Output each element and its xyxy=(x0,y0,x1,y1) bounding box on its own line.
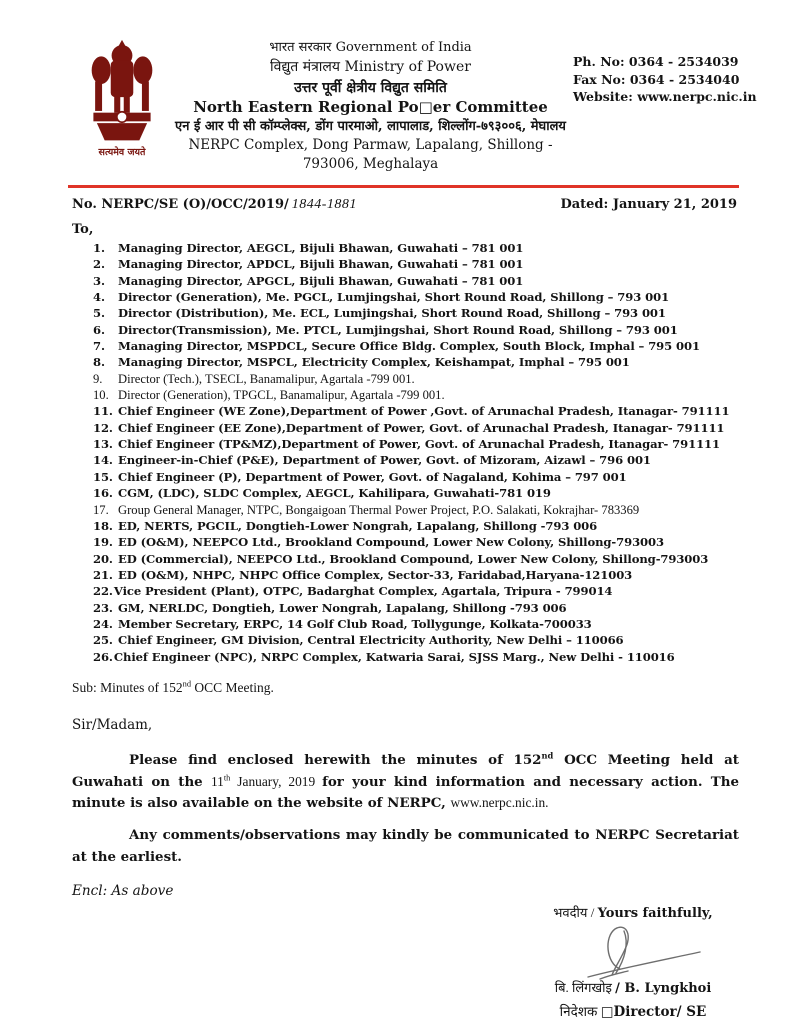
recipient-number: 5. xyxy=(93,306,105,321)
letterhead-title-block xyxy=(168,36,573,174)
recipient-item xyxy=(93,567,751,583)
recipient-text: Managing Director, APGCL, Bijuli Bhawan, Guwahati – 781 001 xyxy=(118,273,524,288)
greeting: Sir/Madam, xyxy=(72,716,153,733)
recipient-number: 3. xyxy=(93,273,105,288)
subject-line: Sub: Minutes of 152nd OCC Meeting. xyxy=(72,679,274,695)
recipient-item xyxy=(93,583,751,599)
recipient-item xyxy=(93,338,751,354)
website-url: Website: www.nerpc.nic.in xyxy=(573,89,757,104)
recipient-number: 23. xyxy=(93,600,113,615)
recipient-number: 20. xyxy=(93,551,113,566)
recipient-text: Chief Engineer (EE Zone),Department of Power, Govt. of Arunachal Pradesh, Itanagar- 791111 xyxy=(118,420,725,435)
signatory-name xyxy=(515,977,751,1000)
recipient-list xyxy=(93,240,751,665)
recipient-text: ED (O&M), NHPC, NHPC Office Complex, Sector-33, Faridabad,Haryana-121003 xyxy=(118,567,633,582)
recipient-text: Chief Engineer (WE Zone),Department of Power ,Govt. of Arunachal Pradesh, Itanagar- 791111 xyxy=(118,404,730,419)
recipient-item xyxy=(93,534,751,550)
recipient-item xyxy=(93,452,751,468)
recipient-item xyxy=(93,403,751,419)
recipient-item xyxy=(93,420,751,436)
body-paragraph-1: Please find enclosed herewith the minutes of 152nd OCC Meeting held at Guwahati on the 11th January, 2019 for your kind information and necessary action. The minute is also available on the website of NERPC, www.nerpc.nic.in. xyxy=(72,750,739,812)
recipient-number: 12. xyxy=(93,420,113,435)
recipient-number: 15. xyxy=(93,469,113,484)
govt-of-india-line: भारत सरकार Government of India xyxy=(269,40,472,55)
recipient-text: Chief Engineer (TP&MZ),Department of Power, Govt. of Arunachal Pradesh, Itanagar- 791111 xyxy=(118,437,720,452)
emblem-column xyxy=(76,36,168,174)
letter-date: Dated: January 21, 2019 xyxy=(560,197,737,212)
recipient-number: 13. xyxy=(93,437,113,452)
recipient-text: Director (Distribution), Me. ECL, Lumjingshai, Short Round Road, Shillong – 793 001 xyxy=(118,306,666,321)
recipient-item xyxy=(93,256,751,272)
recipient-item xyxy=(93,240,751,256)
ministry-of-power-line: विद्युत मंत्रालय Ministry of Power xyxy=(270,59,471,75)
committee-name-english: North Eastern Regional Po□er Committee xyxy=(193,98,548,116)
closing-english: Yours faithfully, xyxy=(597,906,713,922)
emblem-caption: सत्यमेव जयते xyxy=(98,147,146,158)
phone-number: Ph. No: 0364 - 2534039 xyxy=(573,54,739,69)
recipient-number: 16. xyxy=(93,486,113,501)
recipient-item xyxy=(93,600,751,616)
closing-hindi: भवदीय / xyxy=(553,905,598,921)
recipient-item xyxy=(93,502,751,518)
recipient-text: Chief Engineer (P), Department of Power, Govt. of Nagaland, Kohima – 797 001 xyxy=(118,469,627,484)
signature-block xyxy=(515,903,751,1024)
recipient-number: 19. xyxy=(93,535,113,550)
recipient-number: 11. xyxy=(93,404,113,419)
signature-scribble-icon xyxy=(515,921,751,983)
contact-block xyxy=(573,36,755,174)
recipient-number: 7. xyxy=(93,339,105,354)
recipient-item xyxy=(93,371,751,387)
recipient-number: 18. xyxy=(93,518,113,533)
recipient-text: Director (Generation), Me. PGCL, Lumjingshai, Short Round Road, Shillong – 793 001 xyxy=(118,290,670,305)
body-paragraph-2: Any comments/observations may kindly be communicated to NERPC Secretariat at the earliest. xyxy=(72,827,739,865)
recipient-item xyxy=(93,649,751,665)
recipient-item xyxy=(93,436,751,452)
recipient-text: CGM, (LDC), SLDC Complex, AEGCL, Kahilipara, Guwahati-781 019 xyxy=(118,486,551,501)
recipient-item xyxy=(93,305,751,321)
recipient-number: 4. xyxy=(93,290,105,305)
recipient-number: 1. xyxy=(93,241,105,255)
recipient-text: Engineer-in-Chief (P&E), Department of Power, Govt. of Mizoram, Aizawl – 796 001 xyxy=(118,453,651,468)
india-emblem-icon xyxy=(76,38,168,144)
recipient-item xyxy=(93,485,751,501)
recipient-item xyxy=(93,632,751,648)
signatory-name-hindi: बि. लिंगखोइ xyxy=(554,980,616,996)
recipient-number: 21. xyxy=(93,567,113,582)
committee-name-hindi: उत्तर पूर्वी क्षेत्रीय विद्युत समिति xyxy=(294,80,447,96)
signatory-title-hindi: निदेशक xyxy=(559,1004,601,1020)
recipient-number: 6. xyxy=(93,322,105,337)
recipient-item xyxy=(93,518,751,534)
recipient-number: 2. xyxy=(93,257,105,272)
recipient-text: ED (O&M), NEEPCO Ltd., Brookland Compound, Lower New Colony, Shillong-793003 xyxy=(118,535,664,550)
to-label: To, xyxy=(72,222,94,237)
recipient-text: ED, NERTS, PGCIL, Dongtieh-Lower Nongrah, Lapalang, Shillong -793 006 xyxy=(118,518,598,533)
recipient-text: Managing Director, MSPDCL, Secure Office Bldg. Complex, South Block, Imphal – 795 001 xyxy=(118,339,700,354)
signatory-name-english: / B. Lyngkhoi xyxy=(615,981,712,997)
recipient-text: Director (Generation), TPGCL, Banamalipur, Agartala -799 001. xyxy=(118,388,445,403)
recipient-number: 10. xyxy=(93,388,109,403)
recipient-item xyxy=(93,387,751,403)
recipient-item xyxy=(93,354,751,370)
recipient-text: Member Secretary, ERPC, 14 Golf Club Road, Tollygunge, Kolkata-700033 xyxy=(118,616,592,631)
recipient-text: Managing Director, AEGCL, Bijuli Bhawan, Guwahati – 781 001 xyxy=(118,241,524,255)
recipient-text: Managing Director, MSPCL, Electricity Complex, Keishampat, Imphal – 795 001 xyxy=(118,355,630,370)
recipient-text: Managing Director, APDCL, Bijuli Bhawan, Guwahati – 781 001 xyxy=(118,257,524,272)
reference-number-value: 1844-1881 xyxy=(291,197,357,212)
recipient-text: ED (Commercial), NEEPCO Ltd., Brookland Compound, Lower New Colony, Shillong-793003 xyxy=(118,551,709,566)
closing-valediction xyxy=(515,903,751,921)
letterhead xyxy=(0,0,791,174)
recipient-number: 9. xyxy=(93,371,103,386)
recipient-item xyxy=(93,551,751,567)
recipient-text: Chief Engineer, GM Division, Central Electricity Authority, New Delhi – 110066 xyxy=(118,633,624,648)
recipient-number: 22. xyxy=(93,584,113,599)
recipient-item xyxy=(93,616,751,632)
recipient-text: Group General Manager, NTPC, Bongaigoan Thermal Power Project, P.O. Salakati, Kokrajhar- 783369 xyxy=(118,502,640,517)
address-hindi: एन ई आर पी सी कॉम्प्लेक्स, डोंग पारमाओ, लापालाड, शिल्लोंग-७९३००६, मेघालय xyxy=(175,119,566,134)
signatory-title xyxy=(515,1000,751,1024)
fax-number: Fax No: 0364 - 2534040 xyxy=(573,71,740,87)
recipient-text: Director(Transmission), Me. PTCL, Lumjingshai, Short Round Road, Shillong – 793 001 xyxy=(118,322,678,337)
recipient-number: 26. xyxy=(93,649,113,664)
recipient-number: 25. xyxy=(93,633,113,648)
recipient-number: 8. xyxy=(93,355,105,370)
recipient-text: GM, NERLDC, Dongtieh, Lower Nongrah, Lapalang, Shillong -793 006 xyxy=(118,600,567,615)
reference-row xyxy=(72,197,737,213)
recipient-number: 24. xyxy=(93,616,113,631)
signatory-title-english: □Director/ SE xyxy=(600,1004,707,1021)
recipient-item xyxy=(93,273,751,289)
header-divider-rule xyxy=(68,185,739,188)
recipient-item xyxy=(93,469,751,485)
reference-number xyxy=(72,197,357,213)
recipient-item xyxy=(93,322,751,338)
reference-number-label: No. NERPC/SE (O)/OCC/2019/ xyxy=(72,197,289,212)
recipient-text: Chief Engineer (NPC), NRPC Complex, Katwaria Sarai, SJSS Marg., New Delhi - 110016 xyxy=(113,649,675,664)
recipient-number: 14. xyxy=(93,453,113,468)
recipient-item xyxy=(93,289,751,305)
address-english: NERPC Complex, Dong Parmaw, Lapalang, Shillong - 793006, Meghalaya xyxy=(188,137,553,172)
recipient-text: Director (Tech.), TSECL, Banamalipur, Agartala -799 001. xyxy=(118,371,415,386)
enclosure-note: Encl: As above xyxy=(72,883,174,900)
recipient-number: 17. xyxy=(93,502,109,517)
recipient-text: Vice President (Plant), OTPC, Badarghat Complex, Agartala, Tripura - 799014 xyxy=(113,584,613,599)
